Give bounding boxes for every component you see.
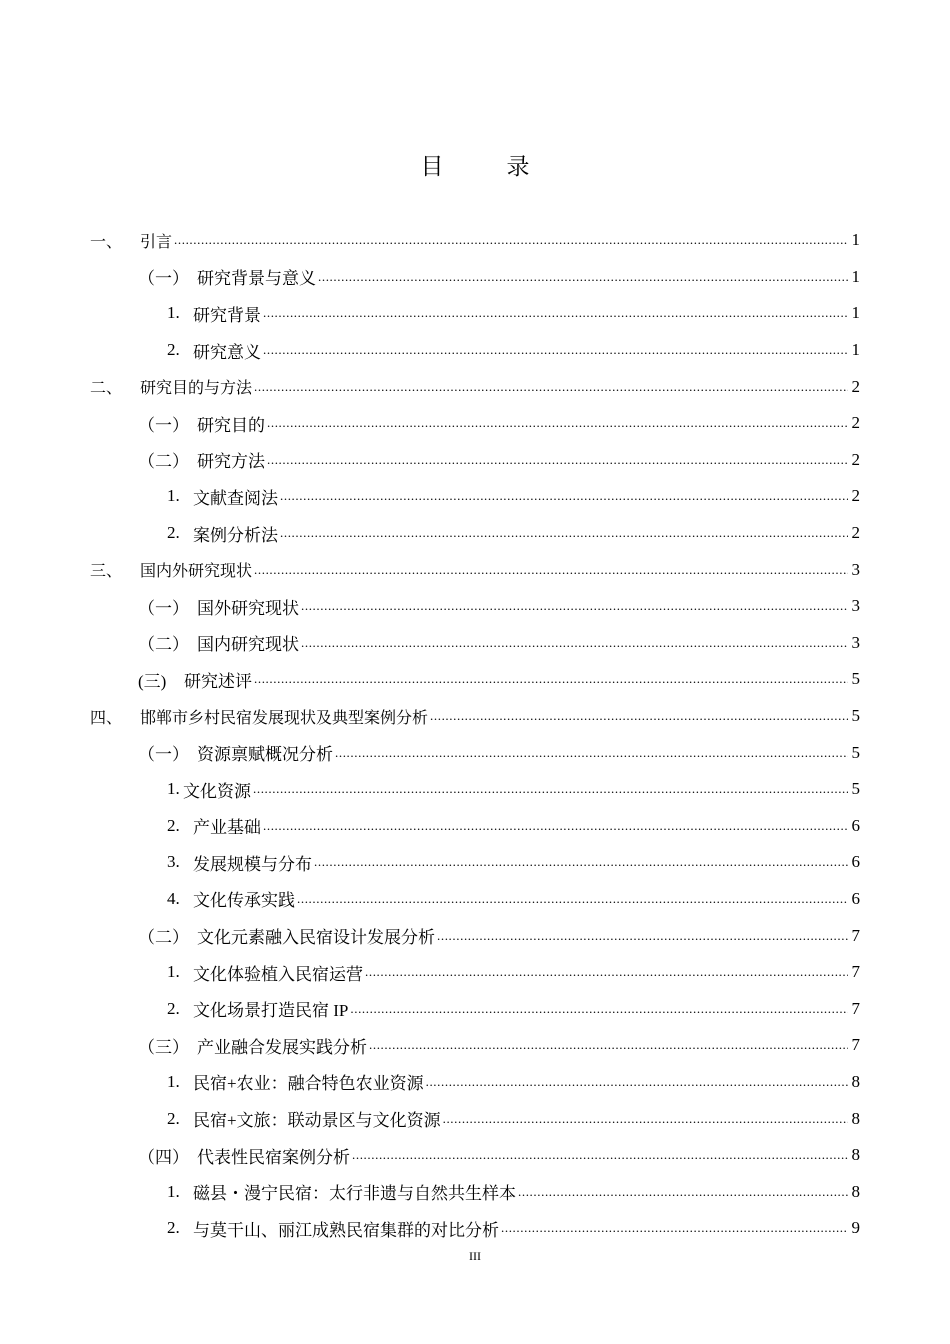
page-number-footer: III (469, 1249, 481, 1263)
toc-entry-title: 代表性民宿案例分析 (197, 1147, 350, 1167)
toc-entry-title: 邯郸市乡村民宿发展现状及典型案例分析 (140, 707, 429, 727)
toc-entry-page: 7 (851, 998, 860, 1018)
toc-entry-number: 3. (167, 852, 180, 872)
toc-entry[interactable] (90, 1137, 860, 1174)
dot-leader (350, 999, 848, 1019)
toc-entry-title: 文化场景打造民宿 IP (193, 1001, 349, 1021)
dot-leader (263, 816, 848, 836)
toc-entry-page: 8 (851, 1181, 860, 1201)
toc-entry-page: 3 (851, 632, 860, 652)
toc-entry-number: 1. (167, 486, 180, 506)
toc-entry-title: 磁县・漫宁民宿：太行非遗与自然共生样本 (193, 1184, 516, 1204)
toc-entry[interactable] (90, 625, 860, 662)
toc-entry[interactable] (90, 368, 860, 405)
dot-leader (267, 413, 848, 433)
toc-entry[interactable] (90, 990, 860, 1027)
toc-entry-title: 研究目的与方法 (140, 378, 253, 398)
dot-leader (174, 230, 848, 250)
toc-entry-page: 2 (851, 523, 860, 543)
toc-entry-title: 发展规模与分布 (193, 854, 312, 874)
toc-entry-title: 引言 (140, 231, 173, 251)
toc-entry-page: 8 (851, 1071, 860, 1091)
toc-entry-page: 1 (851, 266, 860, 286)
dot-leader (254, 560, 848, 580)
toc-entry-page: 7 (851, 925, 860, 945)
toc-entry-number: 2. (167, 523, 180, 543)
toc-entry-number: 1. (167, 1071, 180, 1091)
dot-leader (301, 596, 848, 616)
toc-entry-page: 7 (851, 1035, 860, 1055)
toc-entry-page: 2 (851, 486, 860, 506)
toc-entry-number: (三) (138, 671, 167, 691)
toc-entry-page: 8 (851, 1108, 860, 1128)
toc-entry[interactable] (90, 1027, 860, 1064)
dot-leader (426, 1072, 848, 1092)
toc-entry-number: （一） (138, 745, 189, 765)
toc-entry-number: （三） (138, 1037, 189, 1057)
toc-entry-number: 4. (167, 888, 180, 908)
toc-entry-title: 研究目的 (197, 415, 265, 435)
toc-entry-number: （四） (138, 1147, 189, 1167)
toc-entry-number: 1. (167, 1181, 180, 1201)
toc-entry-number: 1. (167, 779, 180, 799)
toc-entry-page: 3 (851, 559, 860, 579)
toc-entry-title: 研究背景 (193, 305, 261, 325)
toc-entry[interactable] (90, 259, 860, 296)
toc-entry-title: 研究意义 (193, 342, 261, 362)
toc-entry-title: 文化资源 (183, 781, 251, 801)
dot-leader (297, 889, 848, 909)
toc-entry-number: 二、 (90, 378, 123, 398)
toc-entry[interactable] (90, 588, 860, 625)
dot-leader (335, 743, 848, 763)
toc-entry-title: 文化传承实践 (193, 891, 295, 911)
toc-entry-page: 1 (851, 303, 860, 323)
toc-entry-number: 2. (167, 1108, 180, 1128)
toc-entry[interactable] (90, 222, 860, 259)
dot-leader (501, 1218, 848, 1238)
toc-entry-number: 1. (167, 962, 180, 982)
dot-leader (280, 486, 848, 506)
dot-leader (301, 633, 848, 653)
dot-leader (253, 779, 848, 799)
toc-entry-title: 文化体验植入民宿运营 (193, 964, 363, 984)
dot-leader (263, 303, 848, 323)
toc-entry-title: 产业基础 (193, 818, 261, 838)
toc-entry[interactable] (90, 551, 860, 588)
toc-entry[interactable] (90, 1100, 860, 1137)
toc-entry-page: 9 (851, 1218, 860, 1238)
toc-entry-page: 6 (851, 815, 860, 835)
toc-entry-title: 民宿+文旅：联动景区与文化资源 (193, 1111, 441, 1131)
toc-entry[interactable] (90, 295, 860, 332)
dot-leader (518, 1182, 848, 1202)
toc-entry[interactable] (90, 1064, 860, 1101)
toc-entry-number: （二） (138, 452, 189, 472)
toc-entry-number: 2. (167, 998, 180, 1018)
toc-entry-title: 研究方法 (197, 452, 265, 472)
dot-leader (254, 669, 848, 689)
toc-entry-title: 案例分析法 (193, 525, 278, 545)
toc-entry[interactable] (90, 808, 860, 845)
toc-entry-page: 5 (851, 706, 860, 726)
toc-entry-page: 2 (851, 376, 860, 396)
toc-entry-page: 6 (851, 888, 860, 908)
toc-entry-page: 6 (851, 852, 860, 872)
toc-entry[interactable] (90, 442, 860, 479)
dot-leader (263, 340, 848, 360)
toc-entry[interactable] (90, 734, 860, 771)
toc-entry[interactable] (90, 881, 860, 918)
toc-entry[interactable] (90, 954, 860, 991)
toc-entry[interactable] (90, 1210, 860, 1247)
toc-entry-number: （二） (138, 635, 189, 655)
toc-entry[interactable] (90, 1173, 860, 1210)
toc-entry-number: 2. (167, 815, 180, 835)
toc-entry[interactable] (90, 844, 860, 881)
dot-leader (430, 706, 848, 726)
table-of-contents (90, 222, 860, 1247)
dot-leader (352, 1145, 848, 1165)
toc-entry-number: （一） (138, 415, 189, 435)
dot-leader (365, 962, 848, 982)
toc-entry-page: 2 (851, 413, 860, 433)
toc-entry-page: 5 (851, 779, 860, 799)
toc-entry-title: 民宿+农业：融合特色农业资源 (193, 1074, 424, 1094)
toc-entry-page: 5 (851, 669, 860, 689)
toc-entry[interactable] (90, 515, 860, 552)
toc-entry-page: 7 (851, 962, 860, 982)
toc-entry-number: （一） (138, 269, 189, 289)
toc-entry-title: 与莫干山、丽江成熟民宿集群的对比分析 (193, 1220, 499, 1240)
toc-entry-title: 国内研究现状 (197, 635, 299, 655)
dot-leader (318, 267, 848, 287)
toc-entry[interactable] (90, 771, 860, 808)
dot-leader (443, 1109, 848, 1129)
toc-entry[interactable] (90, 661, 860, 698)
toc-entry-page: 1 (851, 230, 860, 250)
toc-entry[interactable] (90, 332, 860, 369)
dot-leader (267, 450, 848, 470)
toc-entry-page: 1 (851, 340, 860, 360)
toc-entry-number: 2. (167, 1218, 180, 1238)
toc-entry-number: （一） (138, 598, 189, 618)
toc-entry-number: 一、 (90, 231, 123, 251)
toc-title: 目 录 (420, 154, 550, 180)
toc-entry-number: 三、 (90, 561, 123, 581)
toc-entry-title: 文化元素融入民宿设计发展分析 (197, 928, 435, 948)
toc-entry-page: 8 (851, 1145, 860, 1165)
dot-leader (369, 1035, 848, 1055)
dot-leader (314, 852, 848, 872)
toc-entry-title: 研究背景与意义 (197, 269, 316, 289)
toc-entry-number: （二） (138, 928, 189, 948)
toc-entry-number: 四、 (90, 707, 123, 727)
toc-entry-title: 文献查阅法 (193, 488, 278, 508)
toc-entry-number: 2. (167, 340, 180, 360)
toc-entry-page: 3 (851, 596, 860, 616)
toc-entry-number: 1. (167, 303, 180, 323)
toc-entry-title: 产业融合发展实践分析 (197, 1037, 367, 1057)
toc-entry-title: 国内外研究现状 (140, 561, 253, 581)
dot-leader (437, 926, 848, 946)
dot-leader (254, 377, 848, 397)
toc-entry[interactable] (90, 698, 860, 735)
dot-leader (280, 523, 848, 543)
toc-entry-title: 国外研究现状 (197, 598, 299, 618)
toc-entry[interactable] (90, 917, 860, 954)
toc-entry-title: 资源禀赋概况分析 (197, 745, 333, 765)
toc-entry-title: 研究述评 (184, 671, 252, 691)
toc-entry-page: 5 (851, 742, 860, 762)
toc-entry-page: 2 (851, 449, 860, 469)
toc-entry[interactable] (90, 478, 860, 515)
toc-entry[interactable] (90, 405, 860, 442)
